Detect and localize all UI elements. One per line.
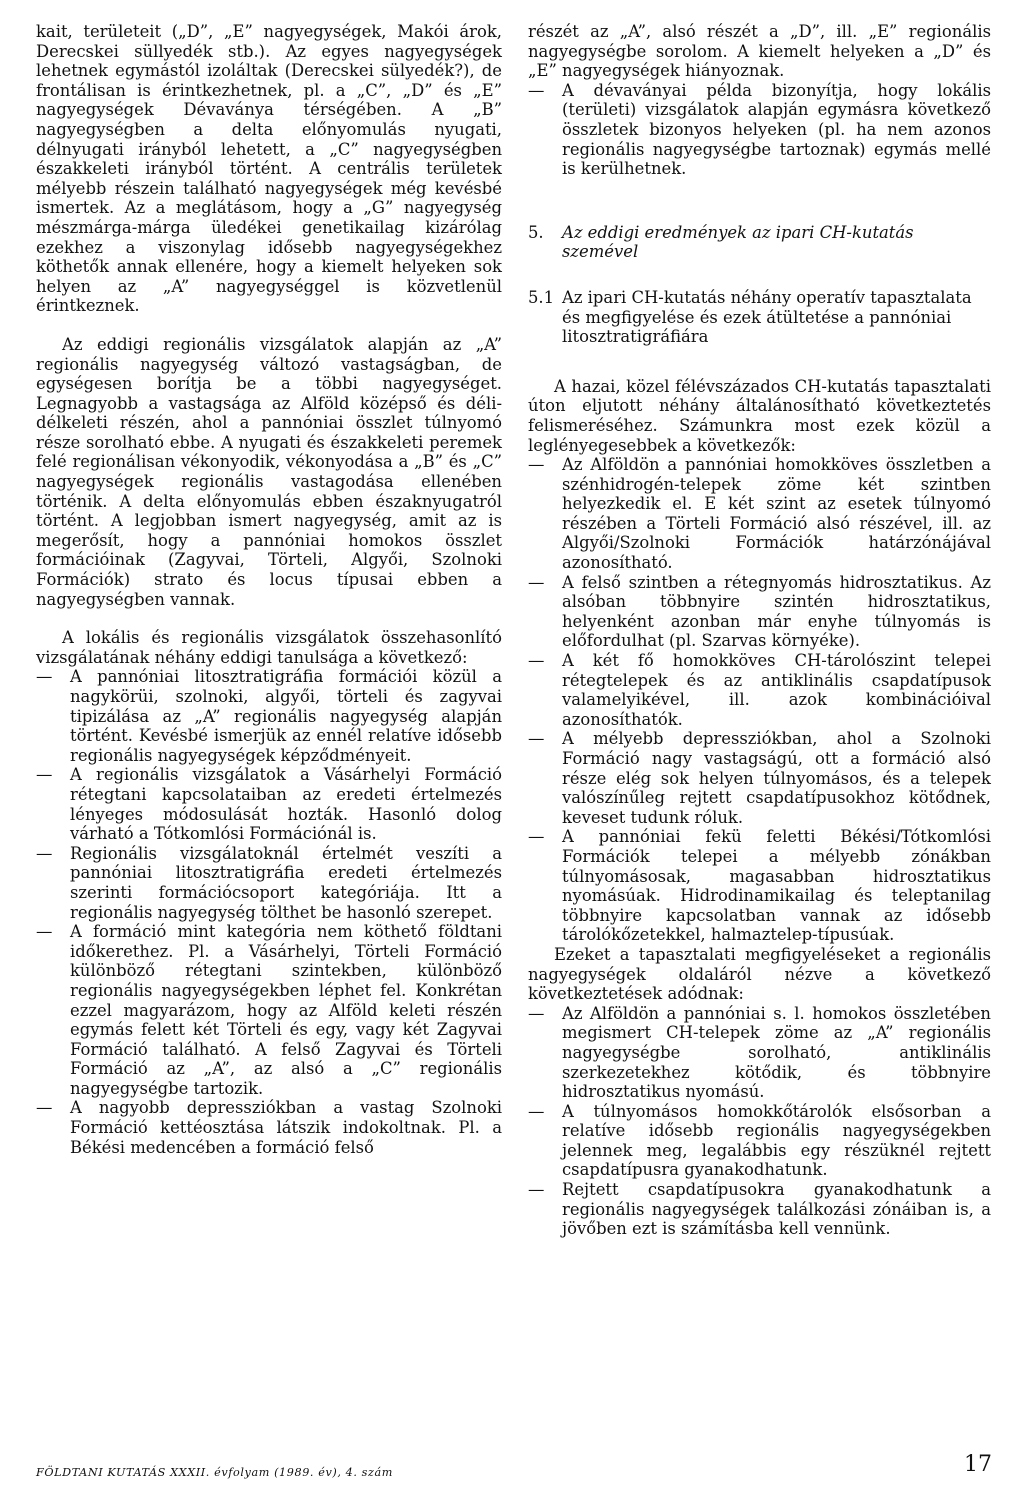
bullet-item: [528, 455, 991, 573]
journal-citation: FÖLDTANI KUTATÁS XXXII. évfolyam (1989. év), 4. szám: [36, 1466, 393, 1479]
paragraph: A lokális és regionális vizsgálatok összehasonlító vizsgálatának néhány eddigi tanulsága a következő:: [36, 628, 502, 667]
bullet-list: [528, 1004, 991, 1239]
bullet-text: A pannóniai litosztratigráfia formációi közül a nagykörüi, szolnoki, algyői, törteli és zagyvai tipizálása az „A” regionális nagyegység alapján történt. Kevésbé ismerjük az ennél relatíve idősebb regionális nagyegységek képződményeit.: [70, 667, 502, 765]
bullet-item: [528, 1180, 991, 1239]
bullet-list: [528, 455, 991, 945]
paragraph: Az eddigi regionális vizsgálatok alapján az „A” regionális nagyegység változó vastagságban, de egységesen borítja be a többi nagyegységet. Legnagyobb a vastagsága az Alföld középső és déli-délkeleti részén, ahol a pannóniai összlet túlnyomó része sorolható ebbe. A nyugati és északkeleti peremek felé regionálisan vékonyodik, vékonyodása a „B” és „C” nagyegységek regionális vastagodása ellenében történik. A delta előnyomulás ebben északnyugatról történt. A legjobban ismert nagyegység, amit az is megerősít, hogy a pannóniai homokos összlet formációinak (Zagyvai, Törteli, Algyői, Szolnoki Formációk) strato és locus típusai ebben a nagyegységben vannak.: [36, 334, 502, 609]
bullet-text: A pannóniai fekü feletti Békési/Tótkomlósi Formációk telepei a mélyebb zónákban túlnyomásosak, magasabban hidrosztatikus nyomásúak. Hidrodinamikailag és teleptanilag többnyire kapcsolatban vannak az idősebb tárolókőzetekkel, halmaztelep-típusúak.: [562, 827, 991, 945]
dash-marker: —: [528, 80, 545, 100]
dash-marker: —: [528, 1180, 545, 1200]
paragraph: kait, területeit („D”, „E” nagyegységek, Makói árok, Derecskei süllyedék stb.). Az egyes nagyegységek lehetnek egymástól izoláltak (Derecskei sülyedék?), de frontálisan is érintkezhetnek, pl. a „C”, „D” és „E” nagyegységek Dévaványa térségében. A „B” nagyegységben a delta előnyomulás nyugati, délnyugati irányból lehetett, a „C” nagyegységben északkeleti irányból történt. A centrális területek mélyebb részein található nagyegységek még kevésbé ismertek. Az a meglátásom, hogy a „G” nagyegység mészmárga-márga üledékei genetikailag kizárólag ezekhez a viszonylag idősebb nagyegységekhez köthetők annak ellenére, hogy a kiemelt helyeken sok helyen az „A” nagyegységgel is közvetlenül érintkeznek.: [36, 22, 502, 316]
bullet-text: Az Alföldön a pannóniai homokköves összletben a szénhidrogén-telepek zöme két szintben helyezkedik el. E két szint az esetek túlnyomó részében a Törteli Formáció alsó részével, ill. az Algyői/Szolnoki Formációk határzónájával azonosítható.: [562, 455, 991, 573]
section-number: 5.: [528, 222, 544, 242]
paragraph: A hazai, közel félévszázados CH-kutatás tapasztalati úton eljutott néhány általánosítható következtetés felismeréséhez. Számunkra most ezek közül a leglényegesebbek a következők:: [528, 376, 991, 455]
dash-marker: —: [36, 1098, 53, 1118]
bullet-item: [36, 922, 502, 1098]
bullet-text: A túlnyomásos homokkőtárolók elsősorban a relatíve idősebb regionális nagyegységekben jelennek meg, legalábbis egy részüknél rejtett csapdatípusra gyanakodhatunk.: [562, 1101, 991, 1180]
dash-marker: —: [36, 922, 53, 942]
dash-marker: —: [528, 455, 545, 475]
dash-marker: —: [36, 667, 53, 687]
subsection-title: Az ipari CH-kutatás néhány operatív tapasztalata és megfigyelése és ezek átültetése a pannóniai litosztratigráfiára: [562, 287, 972, 347]
paragraph: Ezeket a tapasztalati megfigyeléseket a regionális nagyegységek oldaláról nézve a következő következtetések adódnak:: [528, 944, 991, 1004]
bullet-item: [528, 827, 991, 945]
dash-marker: —: [528, 827, 545, 847]
section-heading: [528, 223, 991, 262]
bullet-item: [36, 844, 502, 922]
dash-marker: —: [36, 765, 53, 785]
dash-marker: —: [36, 843, 53, 863]
dash-marker: —: [528, 651, 545, 671]
left-column: [36, 22, 502, 1176]
dash-marker: —: [528, 572, 545, 592]
bullet-item: [528, 1102, 991, 1180]
bullet-item: [528, 651, 991, 729]
dash-marker: —: [528, 729, 545, 749]
dash-marker: —: [528, 1003, 545, 1023]
bullet-text: A két fő homokköves CH-tárolószint telepei rétegtelepek és az antiklinális csapdatípusok valamelyikével, ill. azok kombinációival azonosíthatók.: [562, 651, 991, 729]
bullet-item: [36, 1098, 502, 1157]
bullet-list: [36, 667, 502, 1157]
bullet-item: [528, 573, 991, 651]
bullet-text: A regionális vizsgálatok a Vásárhelyi Formáció rétegtani kapcsolataiban az eredeti értelmezés lényeges módosulását hozták. Hasonló dolog várható a Tótkomlósi Formációnál is.: [70, 765, 502, 844]
bullet-text: A nagyobb depressziókban a vastag Szolnoki Formáció kettéosztása látszik indokoltnak. Pl. a Békési medencében a formáció felső: [70, 1098, 502, 1157]
section-title: Az eddigi eredmények az ipari CH-kutatás szemével: [562, 222, 914, 262]
paragraph: részét az „A”, alsó részét a „D”, ill. „E” regionális nagyegységbe sorolom. A kiemelt helyeken a „D” és „E” nagyegységek hiányoznak.: [528, 22, 991, 81]
bullet-text: A formáció mint kategória nem köthető földtani időkerethez. Pl. a Vásárhelyi, Törteli Formáció különböző rétegtani szintekben, különböző regionális nagyegységekben léphet fel. Konkrétan ezzel magyarázom, hogy az Alföld keleti részén egymás felett két Törteli és egy, vagy két Zagyvai Formáció található. A felső Zagyvai és Törteli Formáció az „A”, az alsó a „C” regionális nagyegységbe tartozik.: [70, 922, 502, 1098]
bullet-text: A felső szintben a rétegnyomás hidrosztatikus. Az alsóban többnyire szintén hidrosztatikus, helyenként azonban már enyhe túlnyomás is előfordulhat (pl. Szarvas környéke).: [562, 572, 991, 651]
bullet-item: [36, 667, 502, 765]
subsection-number: 5.1: [528, 287, 555, 307]
bullet-item: [36, 765, 502, 843]
bullet-item: [528, 729, 991, 827]
bullet-item: [528, 81, 991, 179]
bullet-item: [528, 1004, 991, 1102]
right-column: [528, 22, 991, 1258]
page-number: 17: [964, 1452, 992, 1477]
page-footer: [36, 1452, 992, 1484]
dash-marker: —: [528, 1101, 545, 1121]
bullet-text: A dévaványai példa bizonyítja, hogy lokális (területi) vizsgálatok alapján egymásra következő összletek bizonyos helyeken (pl. ha nem azonos regionális nagyegységbe tartoznak) egymás mellé is kerülhetnek.: [562, 80, 991, 179]
bullet-text: Rejtett csapdatípusokra gyanakodhatunk a regionális nagyegységek találkozási zónáiban is, a jövőben ezt is számításba kell vennünk.: [562, 1180, 991, 1239]
bullet-text: Regionális vizsgálatoknál értelmét veszíti a pannóniai litosztratigráfia eredeti értelmezés szerinti formációcsoport kategóriája. Itt a regionális nagyegység tölthet be hasonló szerepet.: [70, 843, 502, 922]
bullet-list: [528, 81, 991, 179]
bullet-text: A mélyebb depressziókban, ahol a Szolnoki Formáció nagy vastagságú, ott a formáció alsó része elég sok helyen túlnyomásos, és a telepek valószínűleg rejtett csapdatípusokhoz kötődnek, keveset tudunk róluk.: [562, 729, 991, 827]
subsection-heading: [528, 288, 991, 347]
bullet-text: Az Alföldön a pannóniai s. l. homokos összletében megismert CH-telepek zöme az „A” regionális nagyegységbe sorolható, antiklinális szerkezetekhez kötődik, és többnyire hidrosztatikus nyomású.: [562, 1003, 991, 1102]
